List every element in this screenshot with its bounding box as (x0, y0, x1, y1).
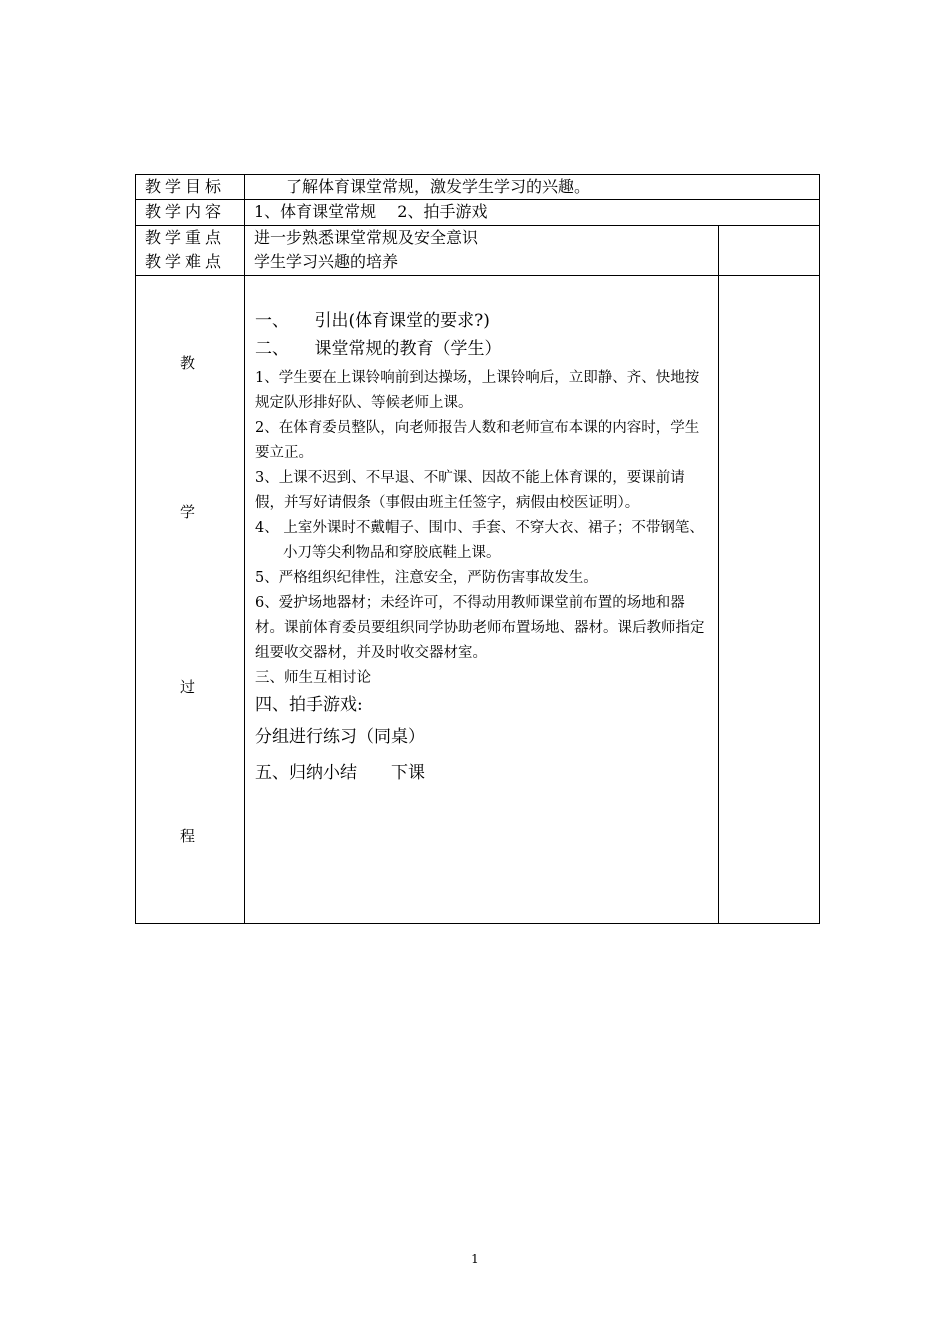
label-content: 教学内容 (136, 200, 245, 226)
process-char-3: 过 (180, 678, 196, 696)
rule-6: 6、爱护场地器材；未经许可，不得动用教师课堂前布置的场地和器材。课前体育委员要组织同学协助老师布置场地、器材。课后教师指定组要收交器材，并及时收交器材室。 (255, 595, 705, 661)
value-key-difficulty (245, 226, 719, 276)
process-label-column (136, 276, 245, 924)
section-routine: 二、 课堂常规的教育（学生） (255, 339, 502, 359)
section-intro: 一、 引出(体育课堂的要求?) (255, 311, 490, 331)
section-discussion: 三、师生互相讨论 (255, 670, 371, 686)
rule-3: 3、上课不迟到、不早退、不旷课、因故不能上体育课的，要课前请假，并写好请假条（事假由班主任签字，病假由校医证明）。 (255, 470, 685, 511)
process-char-1: 教 (180, 354, 196, 372)
label-difficulty: 教学难点 (145, 252, 226, 271)
label-key: 教学重点 (145, 228, 226, 247)
rule-2: 2、在体育委员整队，向老师报告人数和老师宣布本课的内容时，学生要立正。 (255, 420, 700, 461)
rule-1: 1、学生要在上课铃响前到达操场，上课铃响后，立即静、齐、快地按规定队形排好队、等候老师上课。 (255, 370, 700, 411)
row-process (136, 276, 820, 924)
page-number: 1 (471, 1252, 479, 1266)
row-goal (136, 175, 820, 200)
section-game: 四、拍手游戏: (255, 695, 363, 715)
section-summary: 五、归纳小结 下课 (255, 763, 425, 783)
value-content: 1、体育课堂常规 2、拍手游戏 (245, 200, 820, 226)
value-goal: 了解体育课堂常规，激发学生学习的兴趣。 (245, 175, 820, 200)
section-game-detail: 分组进行练习（同桌） (255, 727, 425, 747)
lesson-plan-table (135, 174, 820, 924)
rule-5: 5、严格组织纪律性，注意安全，严防伤害事故发生。 (255, 570, 598, 586)
row-key-difficulty (136, 226, 820, 276)
blank-cell-2 (719, 276, 820, 924)
process-char-4: 程 (180, 827, 196, 845)
process-char-2: 学 (180, 503, 196, 521)
process-content (245, 276, 719, 924)
value-key: 进一步熟悉课堂常规及安全意识 (254, 228, 479, 247)
label-key-difficulty (136, 226, 245, 276)
value-difficulty: 学生学习兴趣的培养 (254, 252, 399, 271)
row-content (136, 200, 820, 226)
blank-cell-1 (719, 226, 820, 276)
rule-4: 4、 上室外课时不戴帽子、围巾、手套、不穿大衣、裙子；不带钢笔、小刀等尖利物品和穿胶底鞋上课。 (255, 520, 704, 561)
label-goal: 教学目标 (136, 175, 245, 200)
